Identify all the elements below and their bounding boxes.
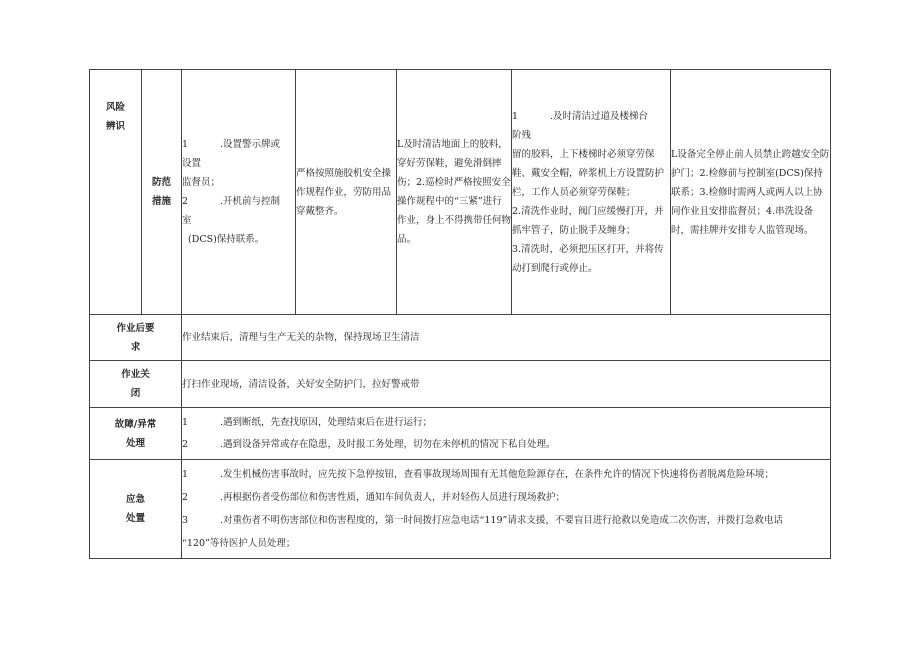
closing-header [90,361,182,408]
list-item: (DCS)保持联系。 [188,234,265,245]
header-line: 作业后要 [116,322,155,334]
list-item: 2 .遇到设备异常或存在隐患，及时报工务处理，切勿在未停机的情况下私自处理。 [182,438,556,450]
measures-col-4 [512,70,671,315]
risk-identification-header [90,70,142,315]
header-line: 风险 [105,102,125,113]
list-item: 1 .遇到断纸，先查找原因，处理结束后在进行运行； [182,416,433,428]
measure-text: L设备完全停止前人员禁止跨越安全防护门；2.检修前与控制室(DCS)保持联系；3.检修时需两人或两人以上协同作业且安排监督员；4.串洗设备时，需挂牌并安排专人监管现场。 [671,148,830,236]
header-line: 作业关 [121,369,150,380]
list-item: 留的胶料，上下楼梯时必须穿劳保鞋、戴安全帽，碎浆机上方设置防护栏，工作人员必须穿劳保鞋； [512,148,665,198]
list-item: 3.清洗时，必须把压区打开，并将传动打到爬行或停止。 [512,243,664,274]
post-work-row [90,315,831,361]
emergency-header [90,460,182,559]
header-line: 求 [130,341,141,353]
list-item: 监督员； [182,177,221,188]
header-line: 防范 [151,177,171,188]
list-item: 2.清洗作业时，阀门应缓慢打开，并抓牢管子，防止脱手及缠身； [512,205,664,236]
header-line: 故障/异常 [114,418,157,430]
measures-col-2 [296,70,397,315]
list-item: 1 .发生机械伤害事故时，应先按下急停按钮，查看事故现场周围有无其他危险源存在，在条件允许的情况下快速将伤者脱离危险环境； [182,469,775,480]
emergency-row [90,460,831,559]
list-item: 设置 [182,158,202,169]
measure-text: 严格按照施胶机安全操作规程作业，劳防用品穿戴整齐。 [296,167,392,217]
list-item: 2 .再根据伤者受伤部位和伤害性质，通知车间负责人，并对轻伤人员进行现场救护； [182,492,566,503]
fault-text [182,408,831,460]
risk-identification-row [90,70,831,315]
list-item: 2 .开机前与控制 [182,196,281,207]
header-line: 应急 [125,494,145,505]
fault-row [90,408,831,460]
emergency-text [182,460,831,559]
post-work-header [90,315,182,361]
list-item: 阶残 [512,129,532,141]
list-item: 1 .设置警示牌或 [182,139,281,150]
closing-text: 打扫作业现场，清洁设备，关好安全防护门，拉好警戒带 [182,361,831,408]
list-item: “120”等待医护人员处理； [182,538,296,549]
measure-text: L及时清洁地面上的胶料，穿好劳保鞋，避免滑倒摔伤；2.巡检时严格按照安全操作规程中的“三紧”进行作业，身上不得携带任何物品。 [397,139,512,245]
closing-row [90,361,831,408]
fault-header [90,408,182,460]
safety-procedure-table [89,69,831,559]
post-work-text: 作业结束后，清理与生产无关的杂物，保持现场卫生清洁 [182,315,831,361]
list-item: 3 .对重伤者不明伤害部位和伤害程度的，第一时间拨打应急电话“119”请求支援，不要盲目进行抢救以免造成二次伤害，并拨打急救电话 [182,515,783,526]
header-line: 措施 [151,196,171,207]
header-line: 闭 [130,388,141,399]
header-line: 处理 [125,437,145,449]
list-item: 1 .及时清洁过道及楼梯台 [512,110,649,122]
measures-col-1 [182,70,296,315]
measures-col-5 [671,70,831,315]
measures-col-3 [397,70,512,315]
header-line: 处置 [125,513,145,524]
list-item: 室 [182,215,192,226]
measures-label [142,70,182,315]
header-line: 辨识 [105,121,125,132]
